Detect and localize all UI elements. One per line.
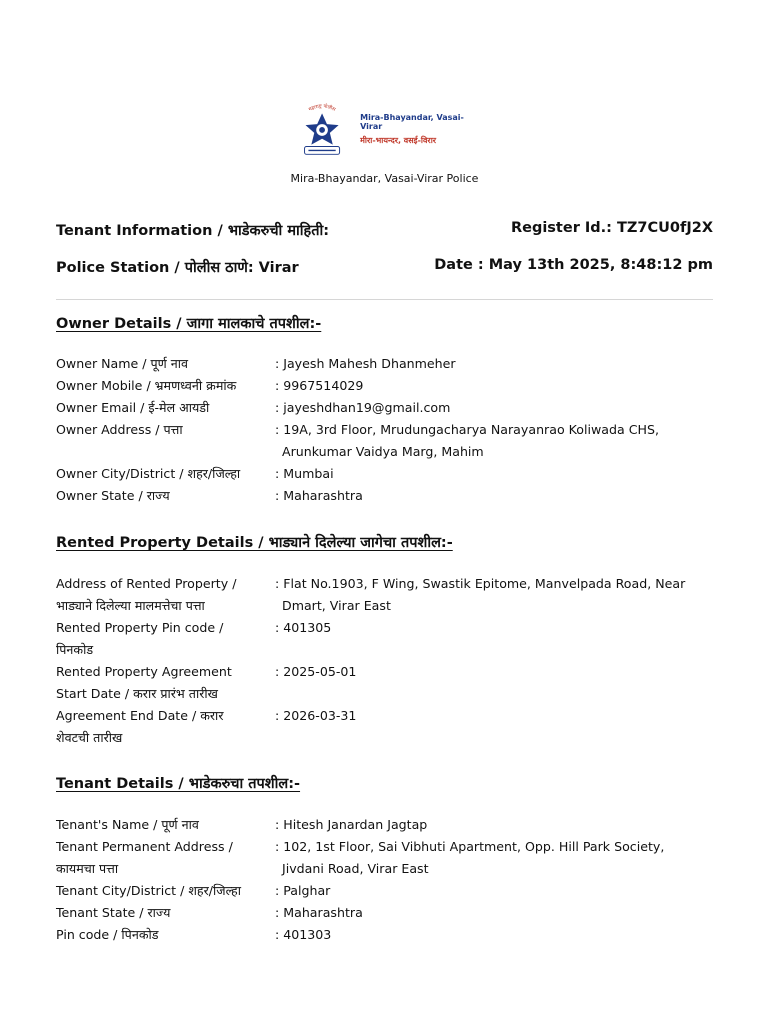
field-label: Owner Mobile / भ्रमणध्वनी क्रमांक bbox=[56, 378, 237, 393]
field-value bbox=[275, 419, 713, 463]
field-value: : 401303 bbox=[275, 927, 332, 942]
label-line: पिनकोड bbox=[56, 642, 94, 657]
police-logo bbox=[288, 90, 482, 168]
organization-name: Mira-Bhayandar, Vasai-Virar Police bbox=[290, 172, 479, 185]
logo-marathi-text: मीरा-भायन्दर, वसई-विरार bbox=[360, 135, 437, 145]
field-label bbox=[56, 573, 275, 617]
field-label bbox=[56, 836, 275, 880]
field-label: Owner Address / पत्ता bbox=[56, 422, 183, 437]
tenant-name-row bbox=[56, 814, 713, 836]
field-value: : jayeshdhan19@gmail.com bbox=[275, 400, 451, 415]
tenant-state-row bbox=[56, 902, 713, 924]
field-value bbox=[275, 573, 713, 617]
field-value: : 401305 bbox=[275, 620, 332, 635]
label-line: Address of Rented Property / bbox=[56, 576, 237, 591]
tenant-city-row bbox=[56, 880, 713, 902]
tenant-details-table bbox=[56, 814, 713, 946]
divider bbox=[56, 299, 713, 300]
rented-property-title: Rented Property Details / भाड्याने दिलेल्या जागेचा तपशील:- bbox=[56, 535, 453, 551]
field-label: Tenant City/District / शहर/जिल्हा bbox=[56, 883, 241, 898]
field-value: : Jayesh Mahesh Dhanmeher bbox=[275, 356, 456, 371]
header-row-2 bbox=[56, 257, 713, 277]
value-line: Dmart, Virar East bbox=[282, 598, 391, 613]
svg-text:महाराष्ट्र पोलीस bbox=[308, 103, 337, 114]
field-label: Owner Email / ई-मेल आयडी bbox=[56, 400, 210, 415]
value-line: Arunkumar Vaidya Marg, Mahim bbox=[282, 444, 484, 459]
owner-email-row bbox=[56, 397, 713, 419]
field-value: : Maharashtra bbox=[275, 488, 363, 503]
field-label bbox=[56, 617, 275, 661]
field-value: : Palghar bbox=[275, 883, 331, 898]
field-value: : Mumbai bbox=[275, 466, 334, 481]
field-label bbox=[56, 705, 275, 749]
owner-state-row bbox=[56, 485, 713, 507]
agreement-end-row bbox=[56, 705, 713, 749]
label-line: Agreement End Date / करार bbox=[56, 708, 224, 723]
owner-mobile-row bbox=[56, 375, 713, 397]
field-label: Tenant's Name / पूर्ण नाव bbox=[56, 817, 199, 832]
owner-address-row bbox=[56, 419, 713, 463]
property-address-row bbox=[56, 573, 713, 617]
value-line: Jivdani Road, Virar East bbox=[282, 861, 429, 876]
register-id: Register Id.: TZ7CU0fJ2X bbox=[510, 220, 713, 236]
field-value: : Maharashtra bbox=[275, 905, 363, 920]
label-line: Rented Property Pin code / bbox=[56, 620, 224, 635]
police-star-emblem-icon bbox=[288, 97, 356, 161]
label-line: Start Date / करार प्रारंभ तारीख bbox=[56, 686, 218, 701]
rented-property-table bbox=[56, 573, 713, 749]
field-value: : 2026-03-31 bbox=[275, 708, 357, 723]
document-page bbox=[56, 0, 713, 1024]
tenant-details-title: Tenant Details / भाडेकरुचा तपशील:- bbox=[56, 776, 301, 792]
owner-details-title: Owner Details / जागा मालकाचे तपशील:- bbox=[56, 316, 322, 332]
owner-name-row bbox=[56, 353, 713, 375]
logo-english-text: Mira-Bhayandar, Vasai-Virar bbox=[360, 112, 464, 131]
label-line: शेवटची तारीख bbox=[56, 730, 123, 745]
field-label: Tenant State / राज्य bbox=[56, 905, 171, 920]
agreement-start-row bbox=[56, 661, 713, 705]
label-line: कायमचा पत्ता bbox=[56, 861, 119, 876]
label-line: भाड्याने दिलेल्या मालमत्तेचा पत्ता bbox=[56, 598, 205, 613]
police-station: Police Station / पोलीस ठाणे: Virar bbox=[56, 260, 299, 276]
property-pincode-row bbox=[56, 617, 713, 661]
field-value bbox=[275, 836, 713, 880]
field-value: : 2025-05-01 bbox=[275, 664, 357, 679]
label-line: Tenant Permanent Address / bbox=[56, 839, 233, 854]
report-date: Date : May 13th 2025, 8:48:12 pm bbox=[434, 257, 713, 273]
field-label: Pin code / पिनकोड bbox=[56, 927, 159, 942]
owner-city-row bbox=[56, 463, 713, 485]
field-value: : 9967514029 bbox=[275, 378, 364, 393]
field-value: : Hitesh Janardan Jagtap bbox=[275, 817, 428, 832]
value-line: : 102, 1st Floor, Sai Vibhuti Apartment, Opp. Hill Park Society, bbox=[275, 839, 665, 854]
logo-arc-text: महाराष्ट्र पोलीस bbox=[307, 103, 337, 113]
field-label: Owner City/District / शहर/जिल्हा bbox=[56, 466, 241, 481]
field-label: Owner Name / पूर्ण नाव bbox=[56, 356, 189, 371]
owner-details-table bbox=[56, 353, 713, 507]
field-label: Owner State / राज्य bbox=[56, 488, 170, 503]
field-label bbox=[56, 661, 275, 705]
tenant-information-heading: Tenant Information / भाडेकरुची माहिती: bbox=[56, 223, 330, 239]
tenant-address-row bbox=[56, 836, 713, 880]
label-line: Rented Property Agreement bbox=[56, 664, 232, 679]
header-row-1 bbox=[56, 220, 713, 240]
value-line: : Flat No.1903, F Wing, Swastik Epitome, Manvelpada Road, Near bbox=[275, 576, 686, 591]
tenant-pincode-row bbox=[56, 924, 713, 946]
value-line: : 19A, 3rd Floor, Mrudungacharya Narayanrao Koliwada CHS, bbox=[275, 422, 659, 437]
